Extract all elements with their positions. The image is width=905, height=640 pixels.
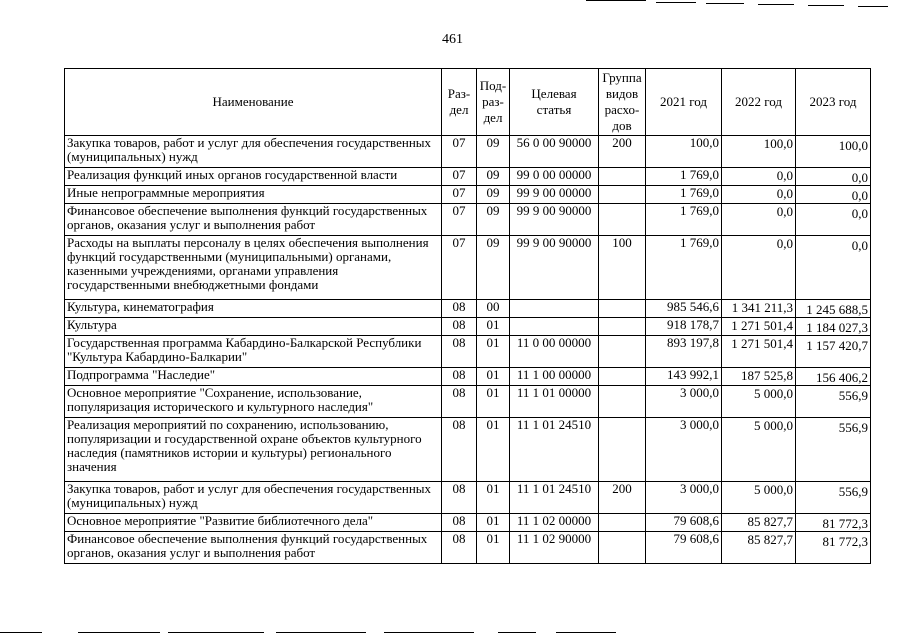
cell-y2023: 81 772,3: [796, 514, 871, 532]
cell-name: Государственная программа Кабардино-Балкарской Республики "Культура Кабардино-Балкарии": [65, 336, 442, 368]
header-2022: [722, 69, 796, 136]
table-row: [65, 186, 871, 204]
cell-y2023: 556,9: [796, 418, 871, 482]
cell-target: 99 0 00 00000: [510, 168, 599, 186]
table-row: [65, 368, 871, 386]
cell-y2022: 5 000,0: [722, 418, 796, 482]
cell-group: [599, 514, 646, 532]
cell-razdel: 08: [442, 514, 477, 532]
table-row: [65, 204, 871, 236]
header-row: [65, 69, 871, 136]
header-label: 2021 год: [660, 94, 707, 109]
cell-target: [510, 318, 599, 336]
header-2021: [646, 69, 722, 136]
header-name: [65, 69, 442, 136]
cell-y2021: 3 000,0: [646, 482, 722, 514]
table-row: [65, 386, 871, 418]
cell-target: 99 9 00 90000: [510, 204, 599, 236]
cell-y2021: 79 608,6: [646, 514, 722, 532]
scan-edge-line: [858, 6, 888, 7]
cell-name: Реализация функций иных органов государственной власти: [65, 168, 442, 186]
cell-y2023: 1 184 027,3: [796, 318, 871, 336]
cell-razdel: 08: [442, 318, 477, 336]
cell-y2021: 3 000,0: [646, 418, 722, 482]
cell-name: Расходы на выплаты персоналу в целях обеспечения выполнения функций государственными (муниципальными) органами, казенными учреждениями, органами управления государственными внебюджетными фондами: [65, 236, 442, 300]
table-row: [65, 482, 871, 514]
header-label: Наименование: [212, 94, 294, 109]
cell-target: 56 0 00 90000: [510, 136, 599, 168]
cell-razdel: 08: [442, 300, 477, 318]
header-label: Раз- дел: [447, 86, 471, 117]
cell-y2021: 1 769,0: [646, 186, 722, 204]
cell-podrazdel: 09: [477, 236, 510, 300]
cell-target: 11 0 00 00000: [510, 336, 599, 368]
cell-podrazdel: 01: [477, 368, 510, 386]
cell-y2023: 100,0: [796, 136, 871, 168]
table-row: [65, 300, 871, 318]
cell-name: Финансовое обеспечение выполнения функций государственных органов, оказания услуг и выполнения работ: [65, 532, 442, 564]
scan-edge-line: [276, 632, 366, 633]
cell-y2023: 0,0: [796, 236, 871, 300]
cell-y2021: 1 769,0: [646, 168, 722, 186]
cell-y2021: 100,0: [646, 136, 722, 168]
cell-group: [599, 368, 646, 386]
scan-edge-line: [0, 632, 42, 633]
cell-podrazdel: 01: [477, 318, 510, 336]
cell-podrazdel: 01: [477, 514, 510, 532]
cell-group: [599, 168, 646, 186]
table-row: [65, 532, 871, 564]
cell-y2023: 81 772,3: [796, 532, 871, 564]
cell-podrazdel: 09: [477, 204, 510, 236]
cell-name: Основное мероприятие "Сохранение, использование, популяризация исторического и культурного наследия": [65, 386, 442, 418]
header-2023: [796, 69, 871, 136]
cell-group: 200: [599, 482, 646, 514]
cell-razdel: 08: [442, 482, 477, 514]
cell-y2022: 0,0: [722, 236, 796, 300]
cell-y2021: 3 000,0: [646, 386, 722, 418]
cell-razdel: 07: [442, 204, 477, 236]
header-podrazdel: [477, 69, 510, 136]
cell-y2022: 1 341 211,3: [722, 300, 796, 318]
cell-y2023: 556,9: [796, 482, 871, 514]
cell-razdel: 08: [442, 368, 477, 386]
cell-target: 11 1 00 00000: [510, 368, 599, 386]
cell-y2022: 1 271 501,4: [722, 336, 796, 368]
page-number: 461: [442, 32, 463, 47]
cell-name: Подпрограмма "Наследие": [65, 368, 442, 386]
cell-podrazdel: 01: [477, 532, 510, 564]
cell-name: Основное мероприятие "Развитие библиотечного дела": [65, 514, 442, 532]
cell-y2022: 0,0: [722, 168, 796, 186]
cell-name: Культура, кинематография: [65, 300, 442, 318]
cell-group: 200: [599, 136, 646, 168]
table-row: [65, 336, 871, 368]
cell-podrazdel: 01: [477, 482, 510, 514]
scan-edge-line: [586, 0, 646, 1]
cell-y2023: 1 157 420,7: [796, 336, 871, 368]
cell-group: [599, 204, 646, 236]
table-row: [65, 318, 871, 336]
scan-edge-line: [498, 632, 536, 633]
cell-target: 99 9 00 90000: [510, 236, 599, 300]
cell-y2021: 1 769,0: [646, 236, 722, 300]
budget-table: [64, 68, 871, 564]
cell-razdel: 07: [442, 186, 477, 204]
table-row: [65, 136, 871, 168]
cell-name: Культура: [65, 318, 442, 336]
scan-edge-line: [168, 632, 264, 633]
header-group: [599, 69, 646, 136]
cell-group: [599, 418, 646, 482]
cell-name: Реализация мероприятий по сохранению, использованию, популяризации и государственной охране объектов культурного наследия (памятников истории и культуры) регионального значения: [65, 418, 442, 482]
table-row: [65, 514, 871, 532]
table-row: [65, 418, 871, 482]
cell-y2023: 1 245 688,5: [796, 300, 871, 318]
cell-target: 11 1 02 90000: [510, 532, 599, 564]
cell-target: 11 1 01 24510: [510, 482, 599, 514]
cell-group: [599, 386, 646, 418]
header-label: 2022 год: [735, 94, 782, 109]
cell-group: [599, 300, 646, 318]
cell-y2022: 187 525,8: [722, 368, 796, 386]
cell-podrazdel: 09: [477, 136, 510, 168]
cell-target: 99 9 00 00000: [510, 186, 599, 204]
scan-edge-line: [706, 3, 744, 4]
scan-edge-line: [556, 632, 616, 633]
cell-y2022: 5 000,0: [722, 482, 796, 514]
cell-y2022: 0,0: [722, 204, 796, 236]
header-label: Целевая статья: [531, 86, 577, 117]
cell-podrazdel: 01: [477, 386, 510, 418]
header-target: [510, 69, 599, 136]
header-razdel: [442, 69, 477, 136]
cell-y2021: 918 178,7: [646, 318, 722, 336]
cell-y2021: 143 992,1: [646, 368, 722, 386]
cell-y2023: 0,0: [796, 186, 871, 204]
cell-razdel: 08: [442, 418, 477, 482]
cell-name: Иные непрограммные мероприятия: [65, 186, 442, 204]
cell-y2023: 556,9: [796, 386, 871, 418]
cell-podrazdel: 01: [477, 418, 510, 482]
cell-y2023: 0,0: [796, 168, 871, 186]
scan-edge-line: [758, 4, 794, 5]
cell-target: 11 1 01 00000: [510, 386, 599, 418]
cell-podrazdel: 00: [477, 300, 510, 318]
header-label: Под- раз- дел: [479, 78, 507, 125]
cell-razdel: 07: [442, 136, 477, 168]
cell-name: Закупка товаров, работ и услуг для обеспечения государственных (муниципальных) нужд: [65, 482, 442, 514]
cell-group: 100: [599, 236, 646, 300]
cell-group: [599, 532, 646, 564]
cell-y2022: 1 271 501,4: [722, 318, 796, 336]
scan-edge-line: [78, 632, 160, 633]
cell-y2022: 5 000,0: [722, 386, 796, 418]
cell-razdel: 07: [442, 236, 477, 300]
scan-edge-line: [808, 5, 844, 6]
cell-group: [599, 186, 646, 204]
cell-y2022: 85 827,7: [722, 514, 796, 532]
cell-y2023: 0,0: [796, 204, 871, 236]
cell-name: Закупка товаров, работ и услуг для обеспечения государственных (муниципальных) нужд: [65, 136, 442, 168]
cell-razdel: 08: [442, 336, 477, 368]
header-label: Группа видов расхо- дов: [602, 70, 642, 133]
cell-group: [599, 336, 646, 368]
scan-edge-line: [384, 632, 474, 633]
cell-razdel: 08: [442, 532, 477, 564]
cell-podrazdel: 09: [477, 186, 510, 204]
cell-y2021: 1 769,0: [646, 204, 722, 236]
cell-podrazdel: 09: [477, 168, 510, 186]
cell-y2022: 85 827,7: [722, 532, 796, 564]
cell-name: Финансовое обеспечение выполнения функций государственных органов, оказания услуг и выполнения работ: [65, 204, 442, 236]
cell-razdel: 08: [442, 386, 477, 418]
cell-razdel: 07: [442, 168, 477, 186]
cell-target: [510, 300, 599, 318]
table-row: [65, 236, 871, 300]
cell-target: 11 1 02 00000: [510, 514, 599, 532]
cell-podrazdel: 01: [477, 336, 510, 368]
cell-y2023: 156 406,2: [796, 368, 871, 386]
header-label: 2023 год: [809, 94, 857, 109]
cell-y2021: 79 608,6: [646, 532, 722, 564]
cell-y2022: 0,0: [722, 186, 796, 204]
cell-group: [599, 318, 646, 336]
cell-target: 11 1 01 24510: [510, 418, 599, 482]
cell-y2022: 100,0: [722, 136, 796, 168]
cell-y2021: 893 197,8: [646, 336, 722, 368]
table-row: [65, 168, 871, 186]
cell-y2021: 985 546,6: [646, 300, 722, 318]
scan-edge-line: [656, 2, 696, 3]
